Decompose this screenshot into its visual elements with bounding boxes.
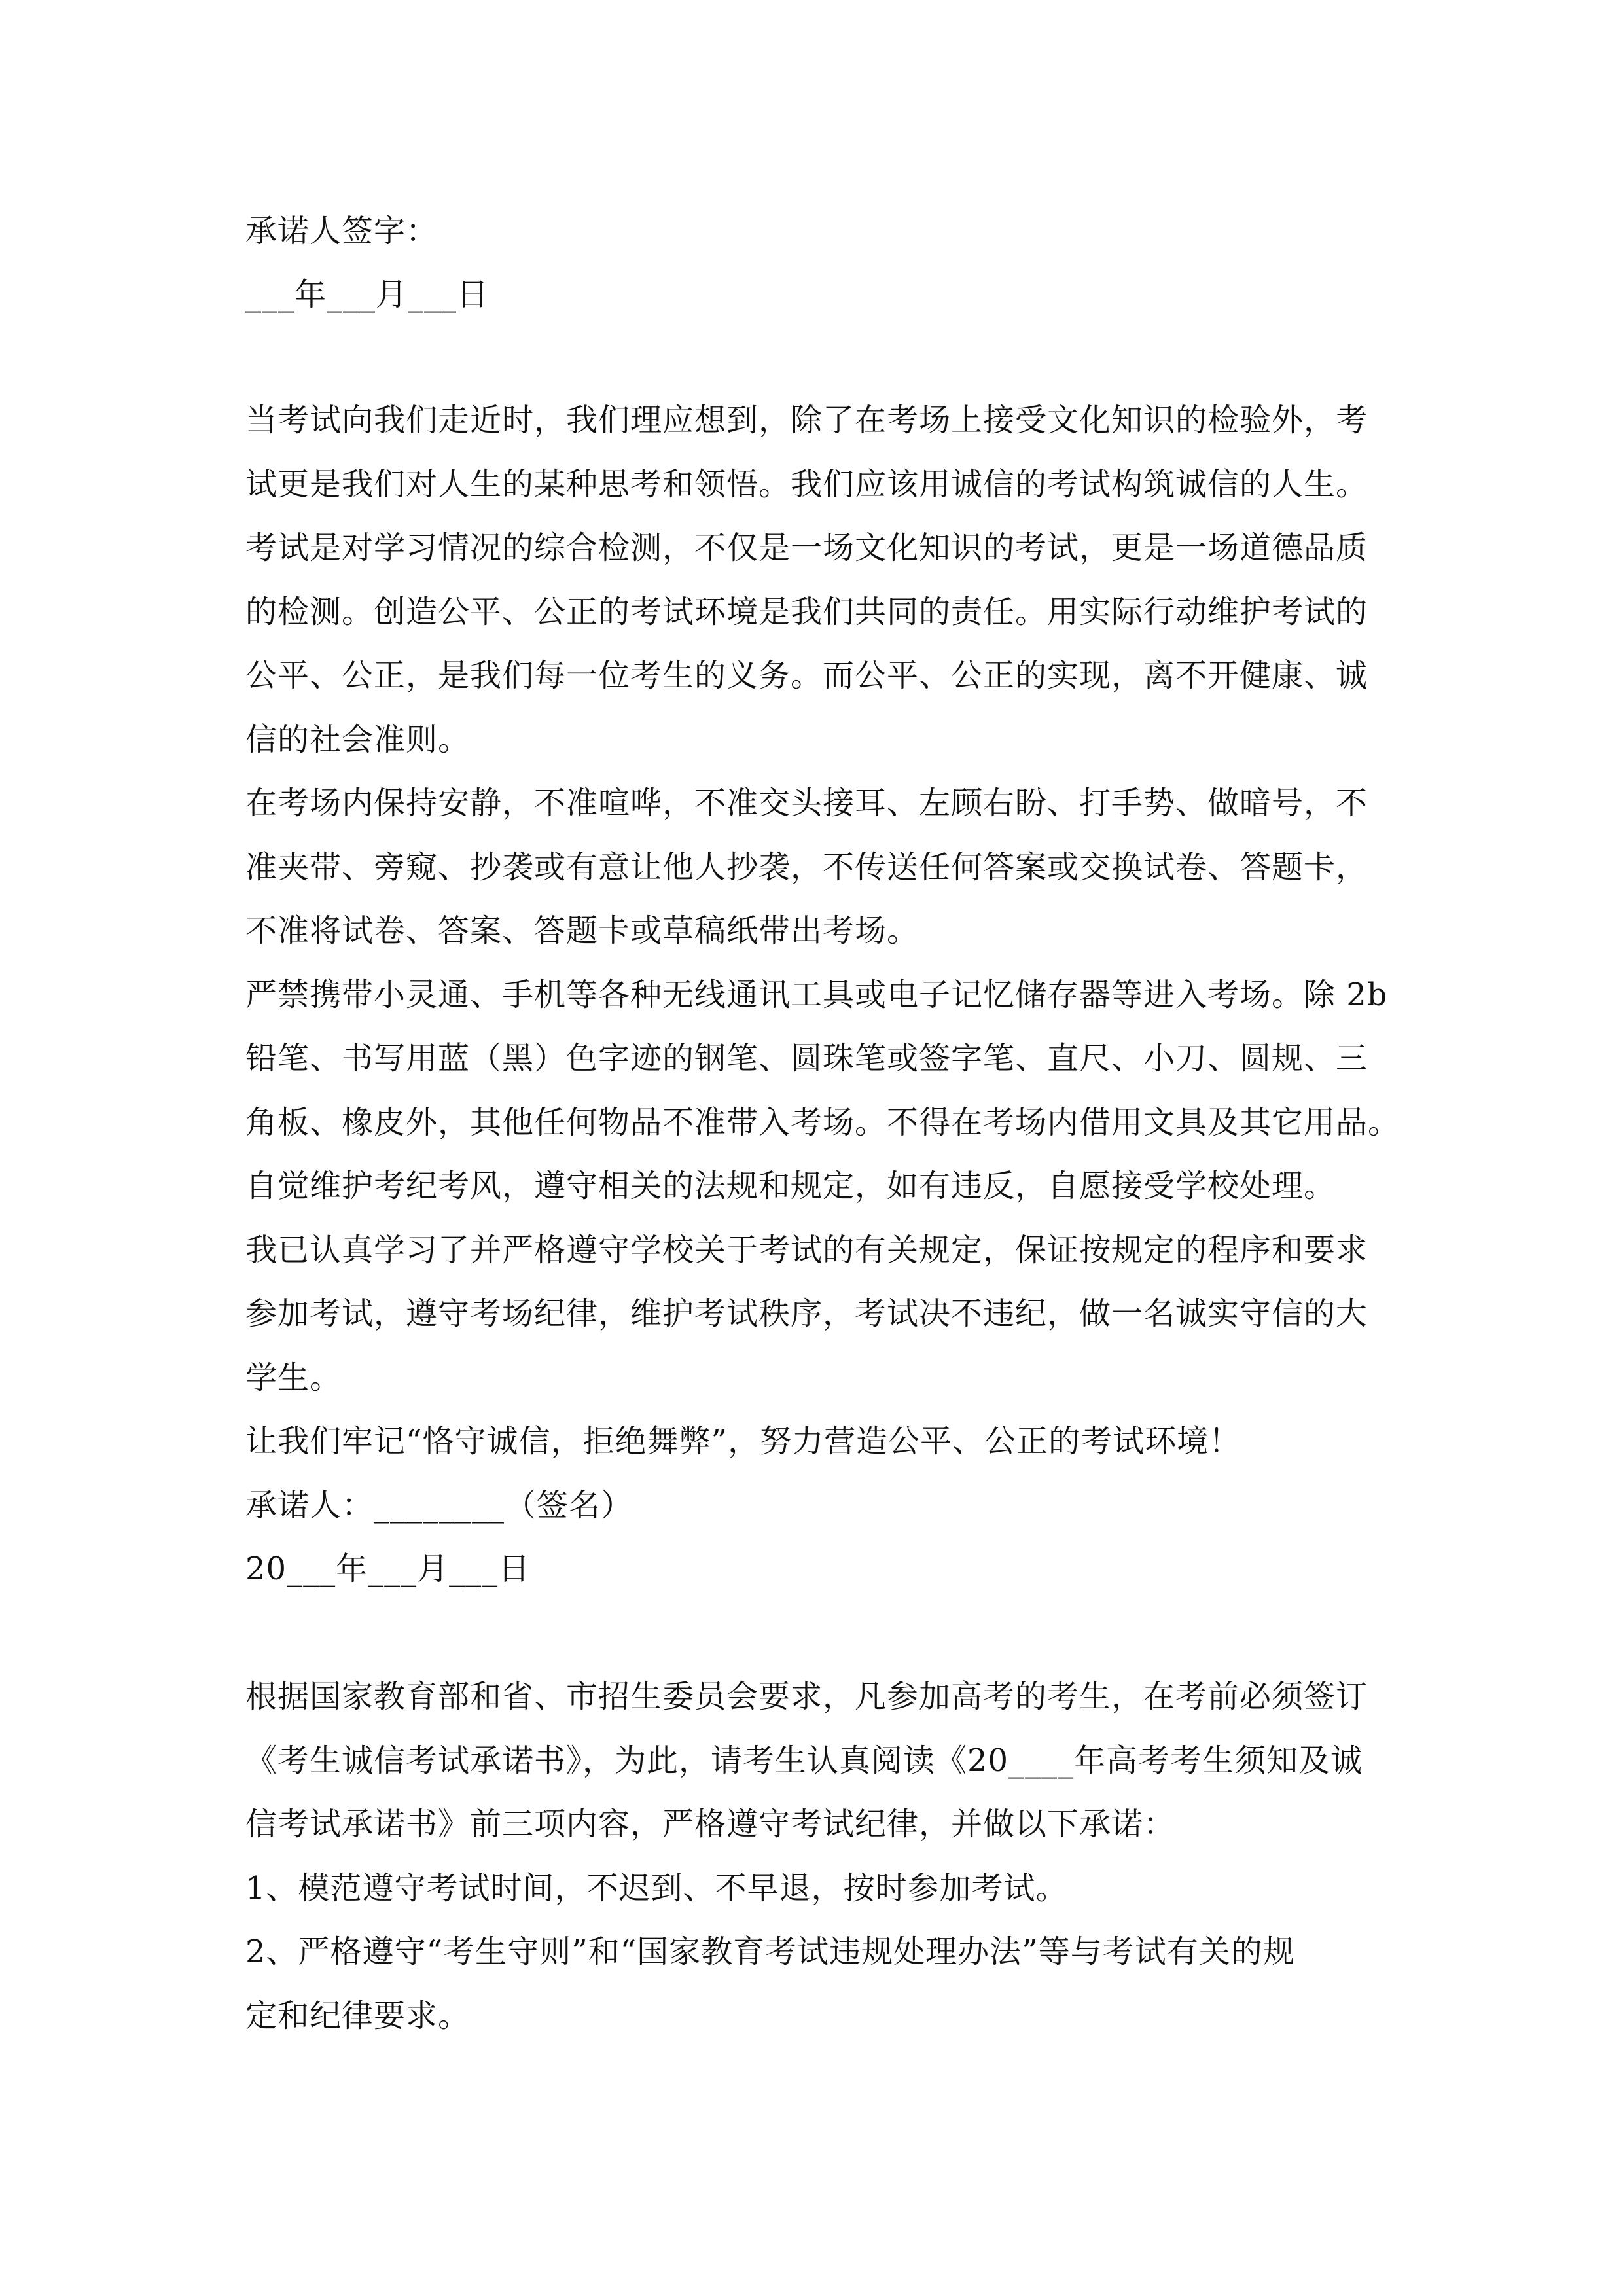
date-line: 20___年___月___日 (245, 1551, 531, 1587)
list-item-continuation: 定和纪律要求。 (245, 1997, 471, 2034)
date-line: ___年___月___日 (245, 276, 490, 313)
paragraph-line: 信考试承诺书》前三项内容，严格遵守考试纪律，并做以下承诺： (245, 1806, 1176, 1842)
signature-line: 承诺人：________（签名） (245, 1486, 633, 1524)
paragraph-line: 严禁携带小灵通、手机等各种无线通讯工具或电子记忆储存器等进入考场。除 2b (245, 976, 1388, 1013)
paragraph-line: 信的社会准则。 (245, 721, 471, 758)
paragraph-line: 的检测。创造公平、公正的考试环境是我们共同的责任。用实际行动维护考试的 (245, 593, 1368, 630)
paragraph-line: 试更是我们对人生的某种思考和领悟。我们应该用诚信的考试构筑诚信的人生。 (245, 465, 1368, 503)
paragraph-line: 在考场内保持安静，不准喧哗，不准交头接耳、左顾右盼、打手势、做暗号，不 (245, 785, 1368, 821)
paragraph-line: 参加考试，遵守考场纪律，维护考试秩序，考试决不违纪，做一名诚实守信的大 (245, 1295, 1368, 1332)
paragraph-line: 根据国家教育部和省、市招生委员会要求，凡参加高考的考生，在考前必须签订 (245, 1678, 1368, 1715)
paragraph-line: 让我们牢记“恪守诚信，拒绝舞弊”，努力营造公平、公正的考试环境！ (245, 1423, 1241, 1460)
signer-label: 承诺人签字： (245, 213, 438, 249)
paragraph-line: 不准将试卷、答案、答题卡或草稿纸带出考场。 (245, 912, 919, 949)
paragraph-line: 角板、橡皮外，其他任何物品不准带入考场。不得在考场内借用文具及其它用品。 (245, 1103, 1400, 1141)
exam-rules-body (245, 1665, 1381, 2048)
list-item: 2、严格遵守“考生守则”和“国家教育考试违规处理办法”等与考试有关的规 (245, 1933, 1295, 1970)
paragraph-line: 当考试向我们走近时，我们理应想到，除了在考场上接受文化知识的检验外，考 (245, 402, 1368, 439)
list-item: 1、模范遵守考试时间，不迟到、不早退，按时参加考试。 (245, 1869, 1068, 1907)
paragraph-line: 公平、公正，是我们每一位考生的义务。而公平、公正的实现，离不开健康、诚 (245, 657, 1368, 694)
paragraph-line: 自觉维护考纪考风，遵守相关的法规和规定，如有违反，自愿接受学校处理。 (245, 1168, 1336, 1204)
paragraph-line: 准夹带、旁窥、抄袭或有意让他人抄袭，不传送任何答案或交换试卷、答题卡， (245, 848, 1368, 886)
paragraph-line: 考试是对学习情况的综合检测，不仅是一场文化知识的考试，更是一场道德品质 (245, 529, 1368, 566)
paragraph-line: 《考生诚信考试承诺书》，为此，请考生认真阅读《20____年高考考生须知及诚 (245, 1742, 1363, 1779)
paragraph-line: 学生。 (245, 1359, 342, 1396)
pledge-body (245, 389, 1400, 1602)
paragraph-line: 我已认真学习了并严格遵守学校关于考试的有关规定，保证按规定的程序和要求 (245, 1231, 1368, 1268)
paragraph-line: 铅笔、书写用蓝（黑）色字迹的钢笔、圆珠笔或签字笔、直尺、小刀、圆规、三 (245, 1040, 1368, 1077)
